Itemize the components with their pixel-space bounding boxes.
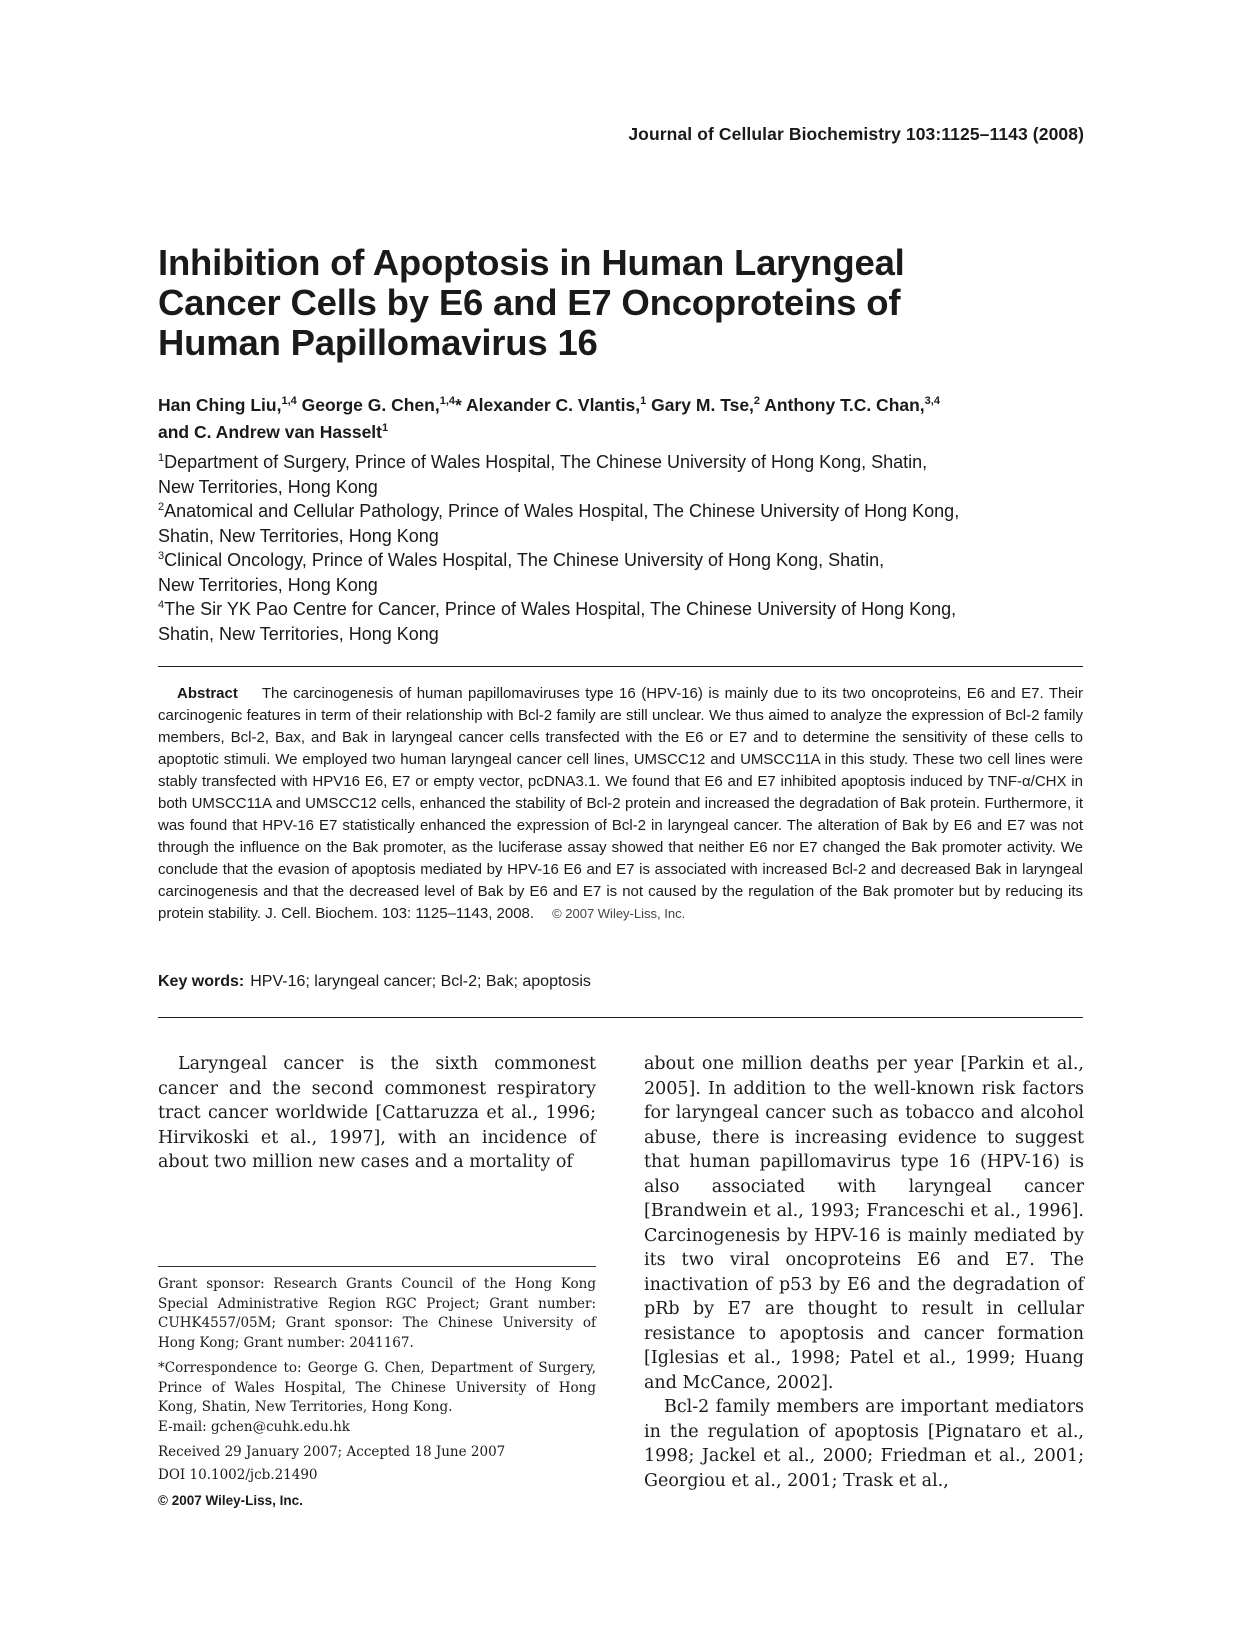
abstract [158,683,1083,925]
affiliation-number: 4 [158,599,165,611]
footnote-copyright: © 2007 Wiley-Liss, Inc. [158,1493,303,1508]
author [158,395,297,415]
footnotes [158,1275,596,1517]
body-paragraph: Bcl-2 family members are important mediators in the regulation of apoptosis [Pignataro et al., 1998; Jackel et al., 2000; Friedman et al., 2001; Georgiou et al., 2001; Trask et al., [644,1397,1084,1491]
footnote-divider [158,1266,596,1267]
paper-title [158,243,978,363]
author-affiliation-ref: 1,4 [281,395,297,408]
affiliation-text: New Territories, Hong Kong [158,574,378,595]
affiliation-text: The Sir YK Pao Centre for Cancer, Prince of Wales Hospital, The Chinese University of Hong Kong, [164,599,957,619]
author [764,395,940,415]
author-affiliation-ref: 2 [753,395,761,408]
grant-footnote: Grant sponsor: Research Grants Council of the Hong Kong Special Administrative Region RGC Project; Grant number: CUHK4557/05M; Grant sponsor: The Chinese University of Hong Kong; Grant number: 2041167. [158,1276,596,1351]
author-name: Anthony T.C. Chan, [764,395,925,415]
affiliation-number: 2 [158,501,165,513]
affiliation [158,597,1098,622]
abstract-text: The carcinogenesis of human papillomaviruses type 16 (HPV-16) is mainly due to its two oncoproteins, E6 and E7. Their carcinogenic features in term of their relationship with Bcl-2 family are still unclear. We thus aimed to analyze the expression of Bcl-2 family members, Bcl-2, Bax, and Bak in laryngeal cancer cells transfected with the E6 or E7 and to determine the sensitivity of these cells to apoptotic stimuli. We employed two human laryngeal cancer cell lines, UMSCC12 and UMSCC11A in this study. These two cell lines were stably transfected with HPV16 E6, E7 or empty vector, pcDNA3.1. We found that E6 and E7 inhibited apoptosis induced by TNF-α/CHX in both UMSCC11A and UMSCC12 cells, enhanced the stability of Bcl-2 protein and increased the degradation of Bak protein. Furthermore, it was found that HPV-16 E7 statistically enhanced the expression of Bcl-2 in laryngeal cancer. The alteration of Bak by E6 and E7 was not through the influence on the Bak promoter, as the luciferase assay showed that neither E6 nor E7 changed the Bak promoter activity. We conclude that the evasion of apoptosis mediated by HPV-16 E6 and E7 is associated with increased Bcl-2 and decreased Bak in laryngeal carcinogenesis and that the decreased level of Bak by E6 and E7 is not caused by the regulation of the Bak promoter but by reducing its protein stability. J. Cell. Biochem. 103: 1125–1143, 2008. [158,685,1083,922]
affiliation-text: Shatin, New Territories, Hong Kong [158,525,439,546]
affiliation-number: 3 [158,550,165,562]
body-paragraph: about one million deaths per year [Parkin et al., 2005]. In addition to the well-known risk factors for laryngeal cancer such as tobacco and alcohol abuse, there is increasing evidence to suggest that human papillomavirus type 16 (HPV-16) is also associated with laryngeal cancer [Brandwein et al., 1993; Franceschi et al., 1996]. Carcinogenesis by HPV-16 is mainly mediated by its two viral oncoproteins E6 and E7. The inactivation of p53 by E6 and the degradation of pRb by E7 are thought to result in cellular resistance to apoptosis and cancer formation [Iglesias et al., 1998; Patel et al., 1999; Huang and McCance, 2002]. [644,1054,1084,1393]
author [302,395,462,415]
affiliation-text: Clinical Oncology, Prince of Wales Hospital, The Chinese University of Hong Kong, Shatin, [164,550,885,570]
author-affiliation-ref: 1,4 [439,395,456,408]
abstract-copyright: © 2007 Wiley-Liss, Inc. [552,906,686,921]
affiliation [158,548,1098,573]
corresponding-author-mark: * [455,395,462,415]
author-name: Alexander C. Vlantis, [466,395,641,415]
affiliation-text: Shatin, New Territories, Hong Kong [158,623,439,644]
section-divider [158,666,1083,667]
keywords [158,973,591,991]
body-column-left [158,1052,596,1175]
affiliation-number: 1 [158,452,165,464]
author-name: Gary M. Tse, [651,395,754,415]
author-affiliation-ref: 1 [640,395,647,408]
title-line: Cancer Cells by E6 and E7 Oncoproteins of [158,282,901,323]
author [651,395,760,415]
affiliation-text: New Territories, Hong Kong [158,476,378,497]
author-name: George G. Chen, [301,395,440,415]
author-affiliation-ref: 3,4 [924,395,940,408]
title-line: Inhibition of Apoptosis in Human Laryngeal [158,242,905,283]
correspondence-text: *Correspondence to: George G. Chen, Department of Surgery, Prince of Wales Hospital, The Chinese University of Hong Kong, Shatin, New Territories, Hong Kong. [158,1360,596,1415]
author-list [158,392,1098,446]
author-name: and C. Andrew van Hasselt [158,422,382,442]
body-column-right [644,1052,1084,1493]
email-address: E-mail: gchen@cuhk.edu.hk [158,1418,350,1435]
correspondence-footnote [158,1359,596,1437]
journal-header: Journal of Cellular Biochemistry 103:1125–1143 (2008) [628,124,1084,144]
doi: DOI 10.1002/jcb.21490 [158,1466,318,1483]
body-paragraph: Laryngeal cancer is the sixth commonest cancer and the second commonest respiratory tract cancer worldwide [Cattaruzza et al., 1996; Hirvikoski et al., 1997], with an incidence of about two million new cases and a mortality of [158,1054,596,1172]
affiliation [158,499,1098,524]
author-name: Han Ching Liu, [158,395,282,415]
author-affiliation-ref: 1 [382,422,389,435]
author [158,422,388,442]
keywords-text: HPV-16; laryngeal cancer; Bcl-2; Bak; apoptosis [250,973,591,990]
affiliation-text: Anatomical and Cellular Pathology, Prince of Wales Hospital, The Chinese University of Hong Kong, [164,501,960,521]
title-line: Human Papillomavirus 16 [158,322,598,363]
abstract-label: Abstract [177,685,238,702]
section-divider [158,1017,1083,1018]
keywords-label: Key words: [158,973,245,990]
affiliation-text: Department of Surgery, Prince of Wales Hospital, The Chinese University of Hong Kong, Shatin, [164,452,928,472]
affiliation-list [158,450,1098,646]
author [466,395,646,415]
received-dates: Received 29 January 2007; Accepted 18 June 2007 [158,1444,506,1460]
affiliation [158,450,1098,475]
